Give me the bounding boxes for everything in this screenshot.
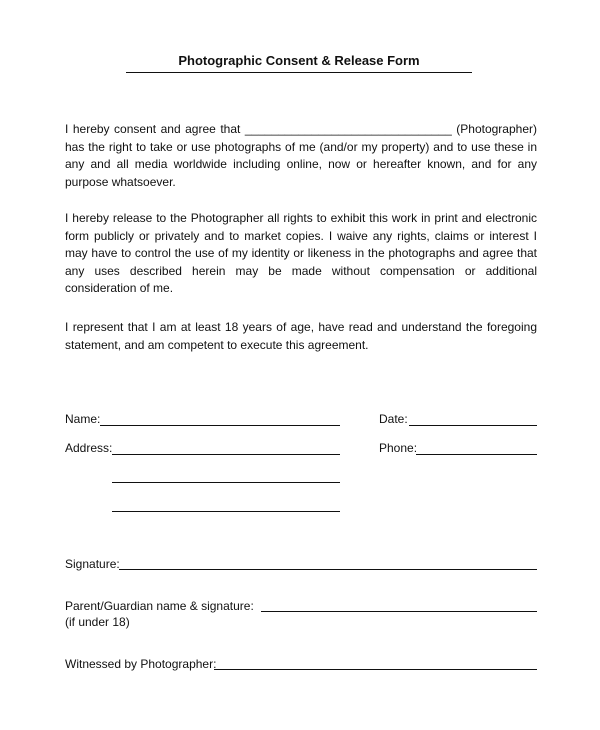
address-field-line-2[interactable] bbox=[112, 482, 340, 483]
representation-paragraph: I represent that I am at least 18 years of age, have read and understand the foregoing statement, and am competent to execute this agreement. bbox=[65, 320, 537, 352]
address-field-line-1[interactable] bbox=[112, 454, 340, 455]
signature-field[interactable] bbox=[119, 569, 537, 570]
guardian-note: (if under 18) bbox=[65, 615, 130, 629]
name-label: Name: bbox=[65, 412, 101, 426]
form-title: Photographic Consent & Release Form bbox=[178, 53, 420, 68]
guardian-label: Parent/Guardian name & signature: bbox=[65, 599, 254, 613]
phone-label: Phone: bbox=[379, 441, 418, 455]
date-field[interactable] bbox=[409, 425, 537, 426]
guardian-field[interactable] bbox=[261, 611, 537, 612]
consent-text-start: I hereby consent and agree that bbox=[65, 122, 241, 136]
witness-field[interactable] bbox=[214, 669, 537, 670]
release-paragraph: I hereby release to the Photographer all rights to exhibit this work in print and electronic form publicly or privately and to market copies. I waive any rights, claims or interest I may have to control the use of my identity or likeness in the photographs and agree that any uses described herein may be made without compensation or additional consideration of me. bbox=[65, 211, 537, 296]
name-field[interactable] bbox=[100, 425, 340, 426]
phone-field[interactable] bbox=[416, 454, 537, 455]
consent-text-rest: (Photographer) has the right to take or use photographs of me (and/or my property) and to use these in any and all media worldwide including online, now or hereafter known, and for any purpose whatsoever. bbox=[65, 122, 537, 189]
address-field-line-3[interactable] bbox=[112, 511, 340, 512]
consent-paragraph bbox=[65, 121, 537, 191]
witness-label: Witnessed by Photographer: bbox=[65, 657, 217, 671]
address-label: Address: bbox=[65, 441, 113, 455]
title-underline bbox=[126, 72, 472, 73]
photographer-blank[interactable]: _______________________________ bbox=[244, 122, 452, 136]
date-label: Date: bbox=[379, 412, 408, 426]
signature-label: Signature: bbox=[65, 557, 120, 571]
